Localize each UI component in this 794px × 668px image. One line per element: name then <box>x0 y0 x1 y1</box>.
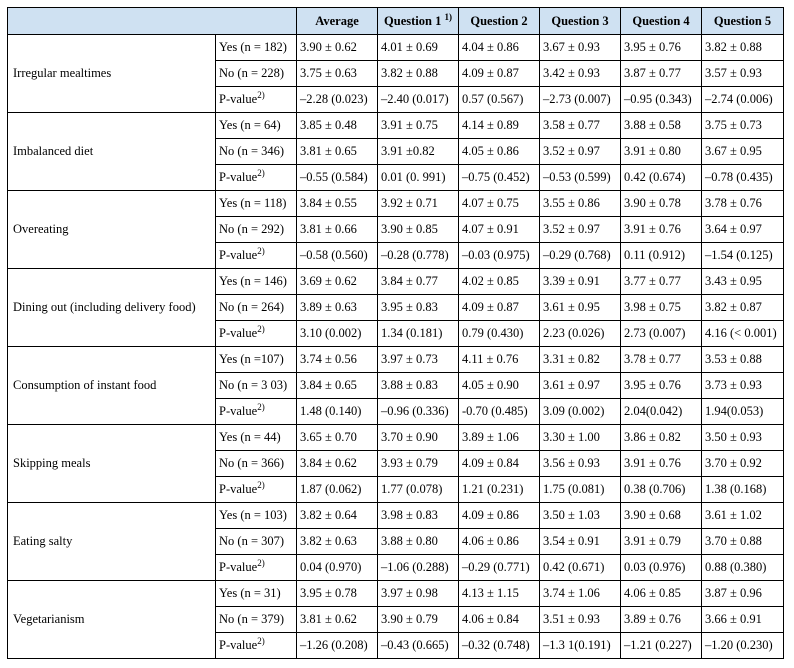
table-cell: –1.54 (0.125) <box>702 243 784 269</box>
table-cell: 3.91 ± 0.80 <box>621 139 702 165</box>
group-label: Imbalanced diet <box>8 113 216 191</box>
table-cell: 3.31 ± 0.82 <box>540 347 621 373</box>
table-cell: –0.28 (0.778) <box>378 243 459 269</box>
table-cell: 3.86 ± 0.82 <box>621 425 702 451</box>
table-cell: 4.11 ± 0.76 <box>459 347 540 373</box>
table-cell: 4.09 ± 0.87 <box>459 61 540 87</box>
table-cell: 3.88 ± 0.58 <box>621 113 702 139</box>
yes-count-label: Yes (n =107) <box>216 347 297 373</box>
table-cell: 1.48 (0.140) <box>297 399 378 425</box>
table-cell: 3.54 ± 0.91 <box>540 529 621 555</box>
group-label: Dining out (including delivery food) <box>8 269 216 347</box>
table-cell: 4.14 ± 0.89 <box>459 113 540 139</box>
table-cell: 3.69 ± 0.62 <box>297 269 378 295</box>
table-cell: 3.90 ± 0.78 <box>621 191 702 217</box>
table-cell: –0.78 (0.435) <box>702 165 784 191</box>
table-cell: 1.38 (0.168) <box>702 477 784 503</box>
header-blank-cell <box>8 8 297 35</box>
table-row <box>8 269 784 295</box>
table-cell: 0.79 (0.430) <box>459 321 540 347</box>
table-header <box>8 8 784 35</box>
table-cell: –0.95 (0.343) <box>621 87 702 113</box>
table-cell: 3.52 ± 0.97 <box>540 217 621 243</box>
table-cell: 3.91 ± 0.75 <box>378 113 459 139</box>
table-cell: –0.43 (0.665) <box>378 633 459 659</box>
table-cell: 3.82 ± 0.87 <box>702 295 784 321</box>
yes-count-label: Yes (n = 103) <box>216 503 297 529</box>
table-cell: 4.13 ± 1.15 <box>459 581 540 607</box>
header-question-1: Question 1 $^{1)}$ <box>378 8 459 35</box>
table-cell: 4.09 ± 0.84 <box>459 451 540 477</box>
table-cell: 3.61 ± 1.02 <box>702 503 784 529</box>
table-cell: 2.73 (0.007) <box>621 321 702 347</box>
table-cell: 3.61 ± 0.95 <box>540 295 621 321</box>
table-cell: 3.77 ± 0.77 <box>621 269 702 295</box>
table-cell: 3.95 ± 0.76 <box>621 35 702 61</box>
table-cell: -0.70 (0.485) <box>459 399 540 425</box>
group-label: Vegetarianism <box>8 581 216 659</box>
table-cell: 3.57 ± 0.93 <box>702 61 784 87</box>
table-cell: 3.87 ± 0.96 <box>702 581 784 607</box>
table-cell: 3.09 (0.002) <box>540 399 621 425</box>
table-cell: 3.56 ± 0.93 <box>540 451 621 477</box>
table-cell: 3.82 ± 0.88 <box>702 35 784 61</box>
table-cell: 4.07 ± 0.91 <box>459 217 540 243</box>
table-cell: 3.78 ± 0.76 <box>702 191 784 217</box>
table-cell: 3.51 ± 0.93 <box>540 607 621 633</box>
table-row <box>8 425 784 451</box>
table-cell: 3.81 ± 0.66 <box>297 217 378 243</box>
table-row <box>8 503 784 529</box>
table-cell: –0.29 (0.771) <box>459 555 540 581</box>
group-label: Skipping meals <box>8 425 216 503</box>
no-count-label: No (n = 346) <box>216 139 297 165</box>
group-label: Overeating <box>8 191 216 269</box>
pvalue-label: P-value$^{2)}$ <box>216 555 297 581</box>
table-cell: 4.09 ± 0.87 <box>459 295 540 321</box>
table-cell: 3.50 ± 0.93 <box>702 425 784 451</box>
table-row <box>8 191 784 217</box>
table-cell: 4.07 ± 0.75 <box>459 191 540 217</box>
table-cell: 3.81 ± 0.65 <box>297 139 378 165</box>
table-cell: 3.78 ± 0.77 <box>621 347 702 373</box>
header-average: Average <box>297 8 378 35</box>
table-cell: 3.55 ± 0.86 <box>540 191 621 217</box>
table-cell: 3.67 ± 0.95 <box>702 139 784 165</box>
pvalue-label: P-value$^{2)}$ <box>216 243 297 269</box>
pvalue-label: P-value$^{2)}$ <box>216 321 297 347</box>
table-cell: 0.04 (0.970) <box>297 555 378 581</box>
table-cell: 3.97 ± 0.73 <box>378 347 459 373</box>
yes-count-label: Yes (n = 182) <box>216 35 297 61</box>
table-cell: 4.06 ± 0.85 <box>621 581 702 607</box>
table-cell: 3.89 ± 1.06 <box>459 425 540 451</box>
table-cell: –2.28 (0.023) <box>297 87 378 113</box>
table-cell: 3.89 ± 0.63 <box>297 295 378 321</box>
table-cell: 0.38 (0.706) <box>621 477 702 503</box>
table-cell: 3.89 ± 0.76 <box>621 607 702 633</box>
table-cell: 4.02 ± 0.85 <box>459 269 540 295</box>
table-cell: 3.70 ± 0.92 <box>702 451 784 477</box>
table-cell: 1.75 (0.081) <box>540 477 621 503</box>
table-cell: –0.53 (0.599) <box>540 165 621 191</box>
header-question-3: Question 3 <box>540 8 621 35</box>
table-cell: 3.93 ± 0.79 <box>378 451 459 477</box>
group-label: Eating salty <box>8 503 216 581</box>
table-cell: 0.57 (0.567) <box>459 87 540 113</box>
table-cell: –0.29 (0.768) <box>540 243 621 269</box>
no-count-label: No (n = 292) <box>216 217 297 243</box>
table-body <box>8 35 784 659</box>
table-cell: 3.82 ± 0.63 <box>297 529 378 555</box>
table-cell: 3.75 ± 0.63 <box>297 61 378 87</box>
table-cell: 3.84 ± 0.65 <box>297 373 378 399</box>
no-count-label: No (n = 3 03) <box>216 373 297 399</box>
table-cell: 3.91 ± 0.76 <box>621 217 702 243</box>
table-row <box>8 35 784 61</box>
table-cell: –0.03 (0.975) <box>459 243 540 269</box>
pvalue-label: P-value$^{2)}$ <box>216 399 297 425</box>
table-cell: 3.95 ± 0.76 <box>621 373 702 399</box>
table-cell: 1.21 (0.231) <box>459 477 540 503</box>
table-cell: 1.94(0.053) <box>702 399 784 425</box>
table-cell: 3.74 ± 1.06 <box>540 581 621 607</box>
table-cell: 3.42 ± 0.93 <box>540 61 621 87</box>
table-cell: 3.97 ± 0.98 <box>378 581 459 607</box>
table-cell: –2.74 (0.006) <box>702 87 784 113</box>
table-cell: 1.34 (0.181) <box>378 321 459 347</box>
yes-count-label: Yes (n = 44) <box>216 425 297 451</box>
table-cell: 3.39 ± 0.91 <box>540 269 621 295</box>
table-cell: 2.23 (0.026) <box>540 321 621 347</box>
table-cell: 3.75 ± 0.73 <box>702 113 784 139</box>
table-cell: 3.88 ± 0.83 <box>378 373 459 399</box>
group-label: Consumption of instant food <box>8 347 216 425</box>
no-count-label: No (n = 264) <box>216 295 297 321</box>
table-cell: 4.01 ± 0.69 <box>378 35 459 61</box>
table-cell: 3.98 ± 0.83 <box>378 503 459 529</box>
table-cell: 3.52 ± 0.97 <box>540 139 621 165</box>
table-cell: 4.06 ± 0.86 <box>459 529 540 555</box>
table-cell: –0.96 (0.336) <box>378 399 459 425</box>
table-cell: 3.50 ± 1.03 <box>540 503 621 529</box>
table-cell: –2.73 (0.007) <box>540 87 621 113</box>
table-row <box>8 581 784 607</box>
table-cell: 3.73 ± 0.93 <box>702 373 784 399</box>
table-cell: –0.32 (0.748) <box>459 633 540 659</box>
table-cell: 3.91 ± 0.79 <box>621 529 702 555</box>
table-cell: 0.42 (0.671) <box>540 555 621 581</box>
table-cell: –2.40 (0.017) <box>378 87 459 113</box>
table-cell: 3.81 ± 0.62 <box>297 607 378 633</box>
table-cell: 3.70 ± 0.90 <box>378 425 459 451</box>
table-row <box>8 113 784 139</box>
table-cell: 3.58 ± 0.77 <box>540 113 621 139</box>
table-cell: 3.87 ± 0.77 <box>621 61 702 87</box>
table-cell: –1.06 (0.288) <box>378 555 459 581</box>
table-cell: 3.65 ± 0.70 <box>297 425 378 451</box>
table-cell: 3.90 ± 0.62 <box>297 35 378 61</box>
pvalue-label: P-value$^{2)}$ <box>216 87 297 113</box>
table-cell: 3.98 ± 0.75 <box>621 295 702 321</box>
table-cell: 4.16 (< 0.001) <box>702 321 784 347</box>
table-cell: 3.95 ± 0.83 <box>378 295 459 321</box>
table-cell: 0.11 (0.912) <box>621 243 702 269</box>
table-cell: 3.85 ± 0.48 <box>297 113 378 139</box>
group-label: Irregular mealtimes <box>8 35 216 113</box>
table-cell: 3.64 ± 0.97 <box>702 217 784 243</box>
no-count-label: No (n = 379) <box>216 607 297 633</box>
table-cell: 3.74 ± 0.56 <box>297 347 378 373</box>
table-row <box>8 347 784 373</box>
table-cell: 2.04(0.042) <box>621 399 702 425</box>
no-count-label: No (n = 366) <box>216 451 297 477</box>
table-cell: –1.3 1(0.191) <box>540 633 621 659</box>
table-cell: 4.06 ± 0.84 <box>459 607 540 633</box>
table-cell: 3.61 ± 0.97 <box>540 373 621 399</box>
table-cell: 0.01 (0. 991) <box>378 165 459 191</box>
table-cell: 3.90 ± 0.68 <box>621 503 702 529</box>
table-cell: 0.03 (0.976) <box>621 555 702 581</box>
table-cell: 3.67 ± 0.93 <box>540 35 621 61</box>
table-cell: –0.58 (0.560) <box>297 243 378 269</box>
table-cell: 3.66 ± 0.91 <box>702 607 784 633</box>
table-cell: –0.55 (0.584) <box>297 165 378 191</box>
yes-count-label: Yes (n = 146) <box>216 269 297 295</box>
table-cell: –0.75 (0.452) <box>459 165 540 191</box>
table-cell: 1.77 (0.078) <box>378 477 459 503</box>
pvalue-label: P-value$^{2)}$ <box>216 165 297 191</box>
table-cell: 3.91 ± 0.76 <box>621 451 702 477</box>
table-cell: 3.43 ± 0.95 <box>702 269 784 295</box>
table-cell: 4.05 ± 0.86 <box>459 139 540 165</box>
table-cell: 3.95 ± 0.78 <box>297 581 378 607</box>
table-cell: –1.21 (0.227) <box>621 633 702 659</box>
no-count-label: No (n = 228) <box>216 61 297 87</box>
table-cell: 3.92 ± 0.71 <box>378 191 459 217</box>
pvalue-label: P-value$^{2)}$ <box>216 633 297 659</box>
no-count-label: No (n = 307) <box>216 529 297 555</box>
table-cell: 0.42 (0.674) <box>621 165 702 191</box>
table-cell: 4.05 ± 0.90 <box>459 373 540 399</box>
yes-count-label: Yes (n = 31) <box>216 581 297 607</box>
header-question-5: Question 5 <box>702 8 784 35</box>
table-cell: 3.90 ± 0.79 <box>378 607 459 633</box>
table-cell: 3.90 ± 0.85 <box>378 217 459 243</box>
table-cell: –1.20 (0.230) <box>702 633 784 659</box>
pvalue-label: P-value$^{2)}$ <box>216 477 297 503</box>
header-question-2: Question 2 <box>459 8 540 35</box>
table-cell: 3.84 ± 0.77 <box>378 269 459 295</box>
yes-count-label: Yes (n = 64) <box>216 113 297 139</box>
table-cell: 3.53 ± 0.88 <box>702 347 784 373</box>
table-cell: 3.91 ±0.82 <box>378 139 459 165</box>
table-cell: 3.82 ± 0.64 <box>297 503 378 529</box>
table-cell: 3.82 ± 0.88 <box>378 61 459 87</box>
header-question-4: Question 4 <box>621 8 702 35</box>
table-cell: 3.84 ± 0.55 <box>297 191 378 217</box>
table-cell: 3.88 ± 0.80 <box>378 529 459 555</box>
yes-count-label: Yes (n = 118) <box>216 191 297 217</box>
table-cell: 1.87 (0.062) <box>297 477 378 503</box>
table-cell: 3.10 (0.002) <box>297 321 378 347</box>
table-cell: 3.84 ± 0.62 <box>297 451 378 477</box>
results-table <box>7 7 784 659</box>
table-cell: –1.26 (0.208) <box>297 633 378 659</box>
table-cell: 4.04 ± 0.86 <box>459 35 540 61</box>
table-cell: 3.30 ± 1.00 <box>540 425 621 451</box>
table-cell: 3.70 ± 0.88 <box>702 529 784 555</box>
table-cell: 0.88 (0.380) <box>702 555 784 581</box>
table-cell: 4.09 ± 0.86 <box>459 503 540 529</box>
